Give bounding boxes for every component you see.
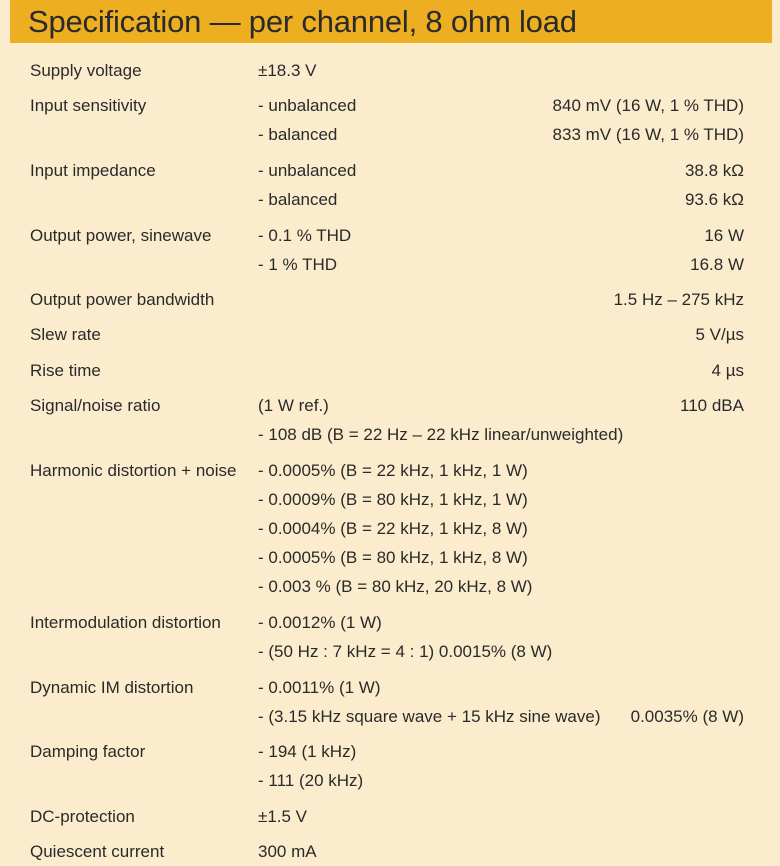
spec-detail: - 0.0012% (1 W) (258, 613, 382, 632)
spec-detail: - unbalanced (258, 161, 357, 180)
spec-row (0, 56, 780, 85)
spec-value: 4 µs (711, 361, 744, 380)
spec-detail: - 0.0005% (B = 80 kHz, 1 kHz, 8 W) (258, 548, 528, 567)
spec-row (0, 391, 780, 420)
spec-value: 16.8 W (690, 255, 744, 274)
spec-detail: (1 W ref.) (258, 396, 329, 415)
spec-detail: - (50 Hz : 7 kHz = 4 : 1) 0.0015% (8 W) (258, 642, 553, 661)
spec-row (0, 637, 780, 666)
spec-row (0, 456, 780, 485)
spec-detail: ±1.5 V (258, 807, 308, 826)
spec-label: Output power, sinewave (30, 226, 212, 245)
spec-row (0, 737, 780, 766)
title-bar (10, 0, 772, 43)
spec-label: Rise time (30, 361, 101, 380)
spec-detail: - 108 dB (B = 22 Hz – 22 kHz linear/unweighted) (258, 425, 624, 444)
spec-label: Signal/noise ratio (30, 396, 161, 415)
spec-detail: - 0.1 % THD (258, 226, 352, 245)
spec-label: Input impedance (30, 161, 156, 180)
spec-detail: - balanced (258, 190, 338, 209)
spec-value: 110 dBA (680, 396, 744, 415)
spec-detail: - 0.0009% (B = 80 kHz, 1 kHz, 1 W) (258, 490, 528, 509)
spec-row (0, 514, 780, 543)
spec-row (0, 221, 780, 250)
spec-detail: - balanced (258, 125, 338, 144)
spec-value: 840 mV (16 W, 1 % THD) (552, 96, 744, 115)
spec-row (0, 572, 780, 601)
spec-detail: - (3.15 kHz square wave + 15 kHz sine wave) (258, 707, 601, 726)
spec-row (0, 285, 780, 314)
spec-row (0, 673, 780, 702)
spec-label: Output power bandwidth (30, 290, 215, 309)
spec-detail: - 194 (1 kHz) (258, 742, 357, 761)
spec-row (0, 120, 780, 149)
spec-detail: - 0.003 % (B = 80 kHz, 20 kHz, 8 W) (258, 577, 533, 596)
page-title: Specification — per channel, 8 ohm load (28, 4, 577, 39)
spec-label: Harmonic distortion + noise (30, 461, 237, 480)
spec-row (0, 420, 780, 449)
spec-label: DC-protection (30, 807, 135, 826)
spec-value: 1.5 Hz – 275 kHz (613, 290, 744, 309)
spec-label: Supply voltage (30, 61, 142, 80)
spec-detail: - 0.0005% (B = 22 kHz, 1 kHz, 1 W) (258, 461, 528, 480)
spec-label: Slew rate (30, 325, 101, 344)
spec-detail: 300 mA (258, 842, 317, 861)
spec-detail: - 1 % THD (258, 255, 338, 274)
spec-row (0, 837, 780, 866)
spec-detail: - 111 (20 kHz) (258, 771, 364, 790)
spec-row (0, 320, 780, 349)
spec-row (0, 185, 780, 214)
spec-row (0, 485, 780, 514)
spec-row (0, 91, 780, 120)
spec-detail: - 0.0004% (B = 22 kHz, 1 kHz, 8 W) (258, 519, 528, 538)
spec-value: 5 V/µs (695, 325, 744, 344)
spec-detail: - 0.0011% (1 W) (258, 678, 381, 697)
spec-label: Input sensitivity (30, 96, 147, 115)
spec-label: Quiescent current (30, 842, 165, 861)
spec-value: 0.0035% (8 W) (630, 707, 744, 726)
spec-value: 93.6 kΩ (684, 190, 744, 209)
spec-row (0, 802, 780, 831)
spec-label: Intermodulation distortion (30, 613, 221, 632)
spec-row (0, 356, 780, 385)
spec-value: 38.8 kΩ (684, 161, 744, 180)
spec-detail: - unbalanced (258, 96, 357, 115)
spec-detail: ±18.3 V (258, 61, 317, 80)
spec-row (0, 702, 780, 731)
spec-label: Damping factor (30, 742, 146, 761)
spec-row (0, 543, 780, 572)
spec-row (0, 766, 780, 795)
spec-value: 16 W (704, 226, 744, 245)
spec-value: 833 mV (16 W, 1 % THD) (552, 125, 744, 144)
spec-row (0, 156, 780, 185)
spec-row (0, 608, 780, 637)
spec-row (0, 250, 780, 279)
spec-label: Dynamic IM distortion (30, 678, 194, 697)
